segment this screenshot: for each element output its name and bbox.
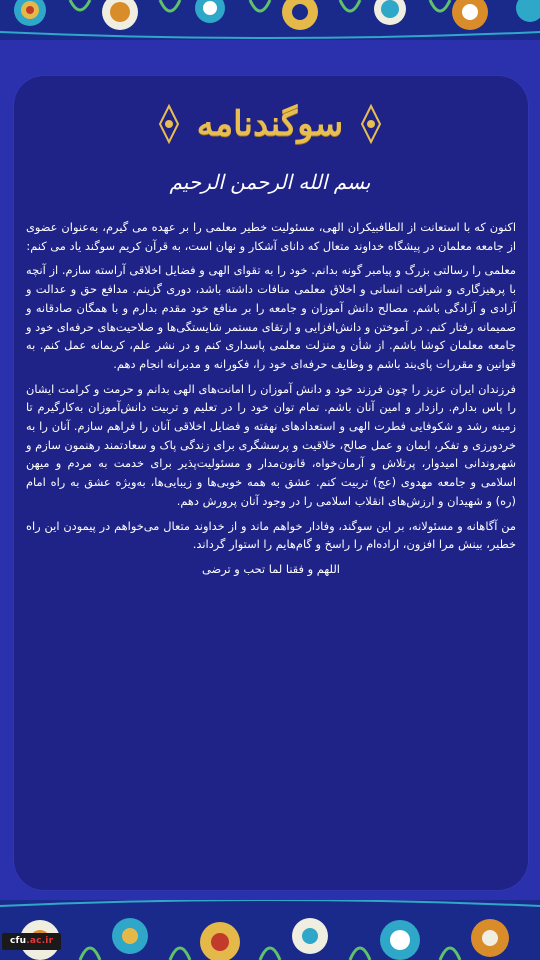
title-row	[0, 96, 540, 152]
oath-paragraph-1: معلمی را رسالتی بزرگ و پیامبر گونه بدانم. خود را به تقوای الهی و فضایل اخلاقی آراسته سازم. از آنچه با پرهیزگاری و شرافت انسانی و اخلاق معلمی منافات داشته باشد، دوری گزینم. مدافع حق و عدالت و آزادی و آزادگی باشم. مصالح دانش آموزان و جامعه را بر منافع خود مقدم بدارم و با همگان صادقانه و صمیمانه رفتار کنم. در آموختن و دانش‌افزایی و ارتقای مستمر شایستگی‌ها و صلاحیت‌های حرفه‌ای خود و جامعه معلمان کوشا باشم. از شأن و منزلت معلمی پاسداری کنم و در نشر علم، کریمانه عمل کنم. به قوانین و مقررات پای‌بند باشم و وظایف حرفه‌ای خود را، فکورانه و مدبرانه انجام دهم.	[26, 263, 516, 371]
bismillah-heading: بسم الله الرحمن الرحیم	[169, 170, 371, 194]
tile-pattern-bottom	[0, 900, 540, 960]
oath-paragraph-2: فرزندان ایران عزیز را چون فرزند خود و دانش آموزان را امانت‌های الهی بدانم و حرمت و کرامت ایشان را پاس بدارم. رازدار و امین آنان باشم. تمام توان خود را در تعلیم و تربیت دانش‌آموزان به‌کارگیرم تا زمینه رشد و شکوفایی فطرت الهی و استعدادهای نهفته و فضایل اخلاقی آنان را فراهم سازم. آنان را به خردورزی و تفکر، ایمان و عمل صالح، خلاقیت و پرسشگری برای زندگی پاک و سعادتمند رهنمون سازم و شهروندانی امیدوار، پرتلاش و آرمان‌خواه، قانون‌مدار و مسئولیت‌پذیر برای خدمت به مردم و میهن اسلامی و جامعه مهدوی (عج) تربیت کنم. عشق به همه خوبی‌ها و زیبایی‌ها، به‌ویژه عشق به راه امام (ره) و شهیدان و ارزش‌های انقلاب اسلامی را در وجود آنان پرورش دهم.	[26, 381, 516, 508]
oath-paragraph-3: من آگاهانه و مسئولانه، بر این سوگند، وفادار خواهم ماند و از خداوند متعال می‌خواهم در پیمودن این راه خطیر، بینش مرا افزون، اراده‌ام را راسخ و گام‌هایم را استوار گرداند.	[26, 518, 516, 552]
site-logo	[2, 933, 61, 950]
oath-intro-paragraph: اکنون که با استعانت از الطافبیکران الهی، مسئولیت خطیر معلمی را بر عهده می گیرم، به‌عنوان عضوی از جامعه معلمان در پیشگاه خداوند متعال که دانای آشکار و نهان است، به قرآن کریم سوگند یاد می کنم:	[26, 220, 516, 253]
logo-text-main: cfu	[10, 936, 27, 946]
oath-body	[26, 218, 516, 585]
ornament-right-icon	[358, 104, 384, 144]
page-title: سوگندنامه	[196, 104, 344, 144]
top-tile-border	[0, 0, 540, 40]
oath-closing-prayer: اللهم و فقنا لما تحب و ترضی	[202, 561, 340, 576]
bottom-tile-border	[0, 900, 540, 960]
ornament-left-icon	[156, 104, 182, 144]
logo-text-accent: .ac.ir	[26, 936, 54, 946]
tile-pattern-top	[0, 0, 540, 40]
